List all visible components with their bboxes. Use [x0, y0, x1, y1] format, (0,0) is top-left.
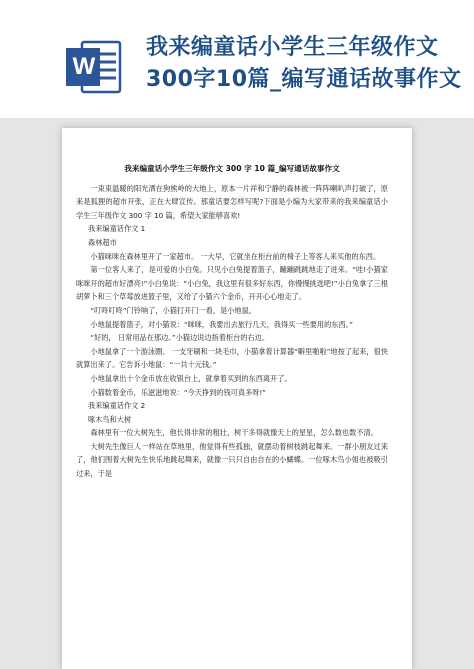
page-title	[146, 32, 464, 96]
paragraph: 小地鼠提着篮子，对小猫说：“咪咪，我要出去旅行几天，我得买一些要用的东西。”	[90, 319, 353, 329]
paragraph: 第一位客人来了，是可爱的小白兔。只见小白兔提着篮子，蹦蹦跳跳地走了进来。“哇!小猫家咪咪开的超市好漂亮!”小白兔说：“小白兔，我这里有很多好东西，你慢慢挑选吧!”小白兔拿了三根胡萝卜和三个草莓放进篮子里，又给了小猫六个金币，开开心心地走了。	[76, 265, 388, 302]
document-page	[62, 128, 412, 669]
paragraph: 小地鼠拿出十个金币放在收银台上，就拿着买到的东西离开了。	[90, 373, 292, 383]
story-title: 森林超市	[88, 237, 117, 247]
paragraph-intro: 一束束温暖的阳光洒在狗熊岭的大地上，原本一片祥和宁静的森林被一阵阵喇叭声打破了，原来是狐狸的超市开张，正在大肆宣传。那童话要怎样写呢?下面是小编为大家带来的我来编童话小学生三年级作文 300 字 10 篇，希望大家能够喜欢!	[76, 183, 388, 220]
paragraph: 森林里有一位大树先生，他长得非常的粗壮，树干多得就像天上的星星，怎么数也数不清。	[90, 428, 378, 438]
paragraph: “好的， 日常用品在那边。”小猫边说边指着柜台的右边。	[90, 333, 270, 343]
document-body	[76, 162, 388, 481]
story-title: 啄木鸟和大树	[88, 414, 132, 424]
paragraph: 小地鼠拿了一个游泳圈、 一支牙刷和一块毛巾，小猫拿着计算器“噼里啪啦”地按了起来，很快就算出来了。它告诉小地鼠：“一共十元钱。”	[76, 346, 388, 370]
paragraph: “叮咚叮咚”门铃响了，小猫打开门一看，是小地鼠。	[90, 305, 256, 315]
header	[0, 0, 474, 118]
section-heading: 我来编童话作文 2	[88, 401, 146, 411]
word-doc-icon	[66, 38, 122, 96]
word-icon-letter: W	[72, 53, 96, 80]
paragraph: 大树先生像巨人一样站在草地里，他觉得有些孤独，就摆动着树枝跳起舞来。一群小朋友过来了，他们围着大树先生快乐地跳起舞来，就像一只只自由自在的小蝴蝶。一位啄木鸟小姐也被吸引过来，于是	[76, 441, 388, 479]
paragraph: 小猫咪咪在森林里开了一家超市。 一大早，它就坐在柜台前的椅子上等客人来买他的东西。	[90, 251, 381, 261]
paragraph: 小猫数着金币，乐滋滋地说：“今天挣到的钱可真多呀!”	[90, 387, 267, 397]
document-title: 我来编童话小学生三年级作文 300 字 10 篇_编写通话故事作文	[124, 164, 340, 173]
page-title-line-2: 300字10篇_编写通话故事作文	[146, 67, 462, 92]
section-heading: 我来编童话作文 1	[88, 224, 146, 234]
page-title-line-1: 我来编童话小学生三年级作文	[146, 35, 439, 60]
